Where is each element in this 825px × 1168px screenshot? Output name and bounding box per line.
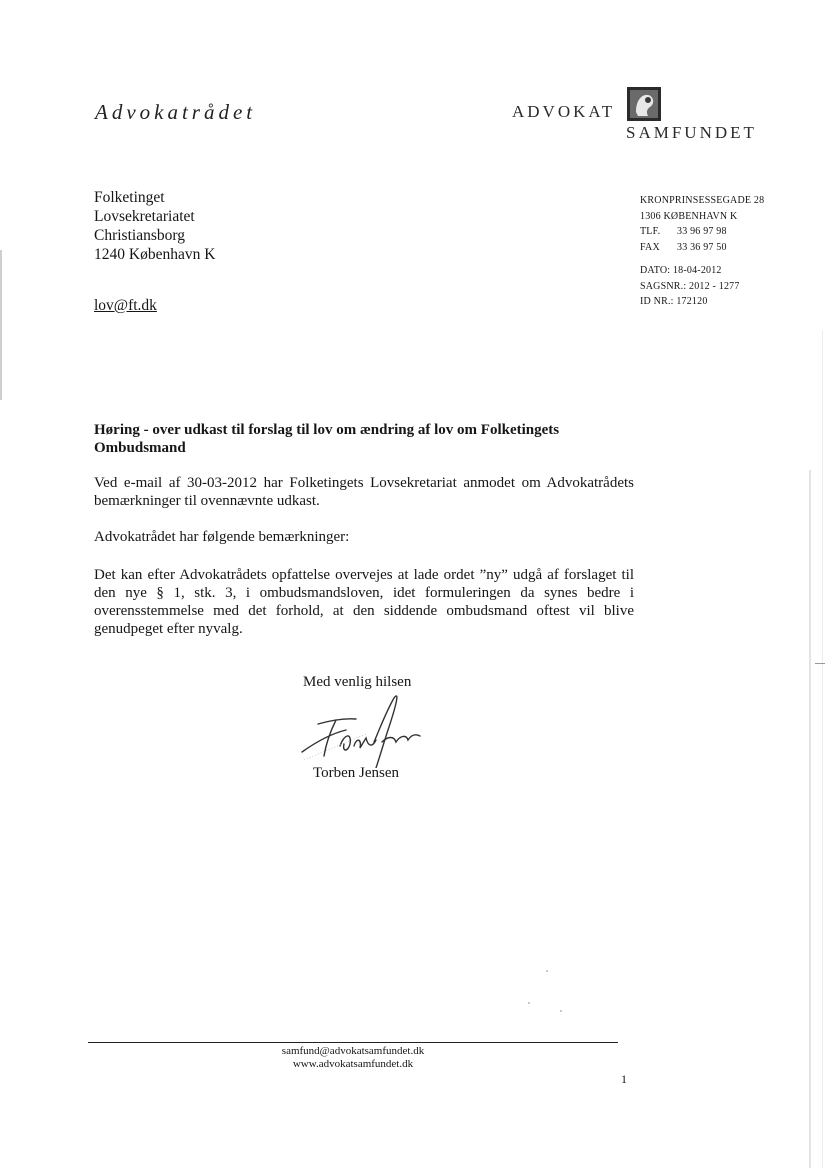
body-paragraph: Advokatrådet har følgende bemærkninger: <box>94 529 350 545</box>
letter-date: DATO: 18-04-2012 <box>640 265 722 276</box>
closing-phrase: Med venlig hilsen <box>303 674 412 690</box>
sender-street: KRONPRINSESSEGADE 28 <box>640 195 765 206</box>
sender-info <box>640 193 764 310</box>
scan-mark <box>815 663 825 664</box>
logo-line-2: SAMFUNDET <box>626 123 757 142</box>
phone-number: 33 96 97 98 <box>677 226 727 237</box>
letter-subject: Høring - over udkast til forslag til lov om ændring af lov om Folketingets Ombudsmand <box>94 422 560 456</box>
recipient-line: Lovsekretariatet <box>94 208 195 225</box>
body-paragraph: Det kan efter Advokatrådets opfattelse overvejes at lade ordet ”ny” udgå af forslaget til den nye § 1, stk. 3, i ombudsmandsloven, idet formuleringen da synes bedre i overensstemmelse med det forhold, at den siddende ombudsmand oftest vil blive genudpeget efter nyvalg. <box>94 567 634 637</box>
sender-fax-row <box>640 240 764 256</box>
phone-label: TLF. <box>640 226 661 237</box>
scan-speck <box>546 970 548 972</box>
org-name: Advokatrådet <box>95 100 257 124</box>
sender-city: 1306 KØBENHAVN K <box>640 210 738 222</box>
recipient-line: 1240 København K <box>94 246 216 263</box>
body-paragraph: Ved e-mail af 30-03-2012 har Folketingets Lovsekretariat anmodet om Advokatrådets bemærkninger til ovennævnte udkast. <box>94 475 634 509</box>
scan-speck <box>528 1002 530 1004</box>
footer-divider <box>88 1042 618 1043</box>
recipient-line: Christiansborg <box>94 227 185 244</box>
recipient-email-link[interactable]: lov@ft.dk <box>94 297 157 314</box>
scan-speck <box>560 1010 562 1012</box>
advokatsamfundet-logo <box>512 86 767 148</box>
sender-phone-row <box>640 224 764 240</box>
footer-contact <box>88 1045 618 1071</box>
logo-emblem-icon <box>626 86 662 122</box>
fax-label: FAX <box>640 241 660 253</box>
footer-email-link[interactable]: samfund@advokatsamfundet.dk <box>281 1045 425 1057</box>
footer-website-link[interactable]: www.advokatsamfundet.dk <box>292 1058 414 1070</box>
scan-edge-left <box>0 250 2 400</box>
case-number: SAGSNR.: 2012 - 1277 <box>640 280 740 292</box>
recipient-address <box>94 188 215 264</box>
logo-line-1: ADVOKAT <box>512 102 616 121</box>
fax-number: 33 36 97 50 <box>677 241 727 253</box>
handwritten-signature <box>296 690 426 768</box>
scan-edge-right <box>809 470 811 1168</box>
scan-edge-right-outer <box>822 330 823 1168</box>
signer-name: Torben Jensen <box>313 765 400 781</box>
id-number: ID NR.: 172120 <box>640 296 708 307</box>
page-number: 1 <box>621 1072 627 1086</box>
recipient-line: Folketinget <box>94 189 165 206</box>
